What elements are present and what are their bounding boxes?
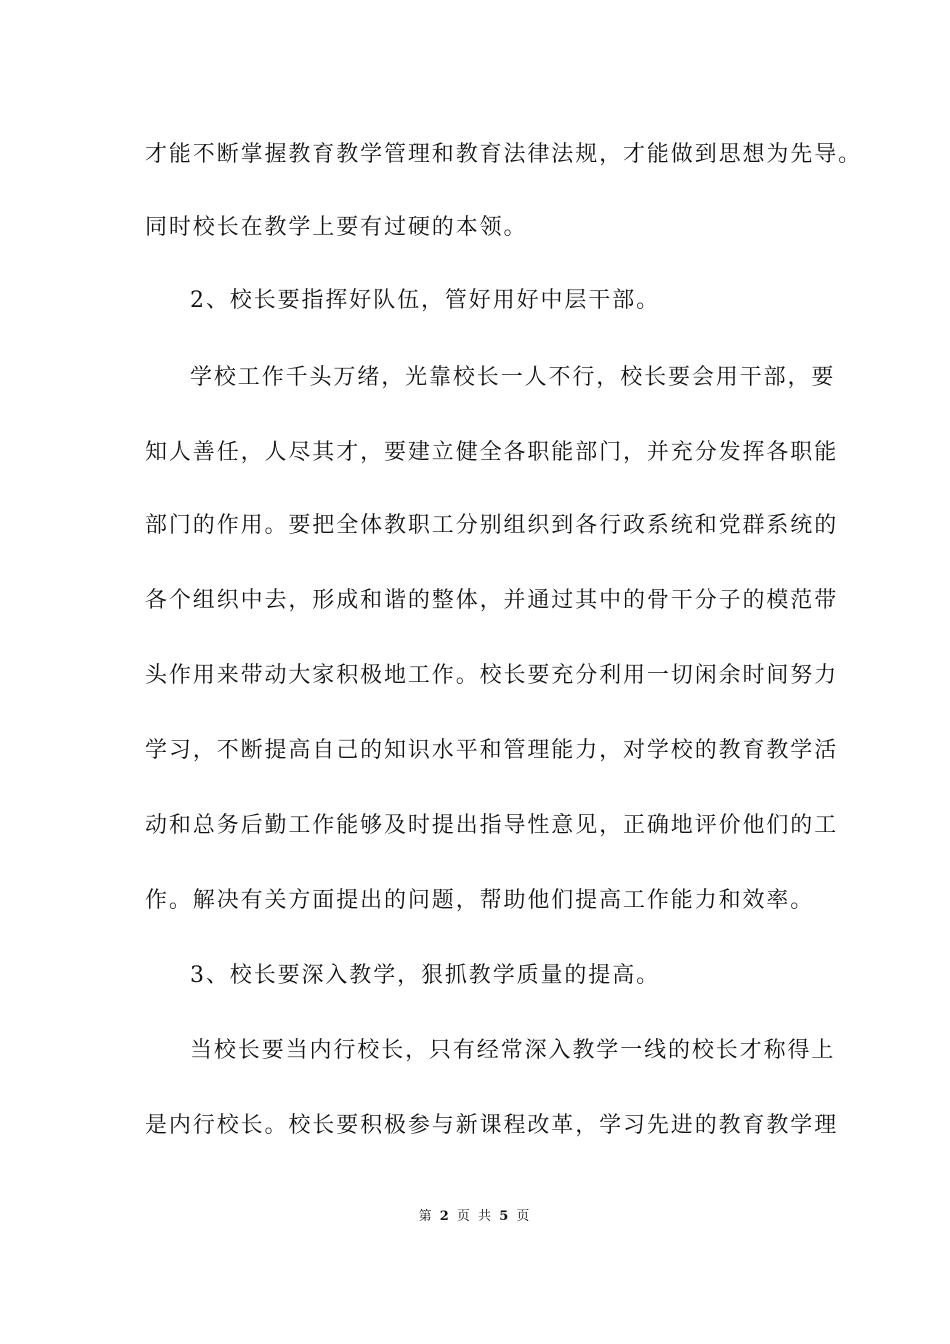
footer-prefix: 第 <box>418 1209 434 1224</box>
text-line: 部门的作用。要把全体教职工分别组织到各行政系统和党群系统的 <box>145 513 839 538</box>
text-line: 学校工作千头万绪，光靠校长一人不行，校长要会用干部，要 <box>190 365 836 390</box>
page-footer <box>0 1208 950 1226</box>
text-line: 知人善任，人尽其才，要建立健全各职能部门，并充分发挥各职能 <box>145 440 839 465</box>
section-heading: 2、校长要指挥好队伍，管好用好中层干部。 <box>190 288 660 313</box>
current-page-number: 2 <box>439 1209 451 1224</box>
footer-suffix: 页 <box>516 1209 532 1224</box>
text-line: 同时校长在教学上要有过硬的本领。 <box>145 215 528 240</box>
text-line: 动和总务后勤工作能够及时提出指导性意见，正确地评价他们的工 <box>145 813 839 838</box>
text-line: 才能不断掌握教育教学管理和教育法律法规，才能做到思想为先导。 <box>145 142 863 167</box>
total-pages-number: 5 <box>499 1209 511 1224</box>
text-line: 学习，不断提高自己的知识水平和管理能力，对学校的教育教学活 <box>145 738 839 763</box>
text-line: 当校长要当内行校长，只有经常深入教学一线的校长才称得上 <box>190 1038 836 1063</box>
text-line: 作。解决有关方面提出的问题，帮助他们提高工作能力和效率。 <box>145 888 815 913</box>
text-line: 头作用来带动大家积极地工作。校长要充分利用一切闲余时间努力 <box>145 663 839 688</box>
section-heading: 3、校长要深入教学，狠抓教学质量的提高。 <box>190 963 660 988</box>
text-line: 各个组织中去，形成和谐的整体，并通过其中的骨干分子的模范带 <box>145 588 839 613</box>
footer-middle: 页 共 <box>456 1209 494 1224</box>
text-line: 是内行校长。校长要积极参与新课程改革，学习先进的教育教学理 <box>145 1113 839 1138</box>
